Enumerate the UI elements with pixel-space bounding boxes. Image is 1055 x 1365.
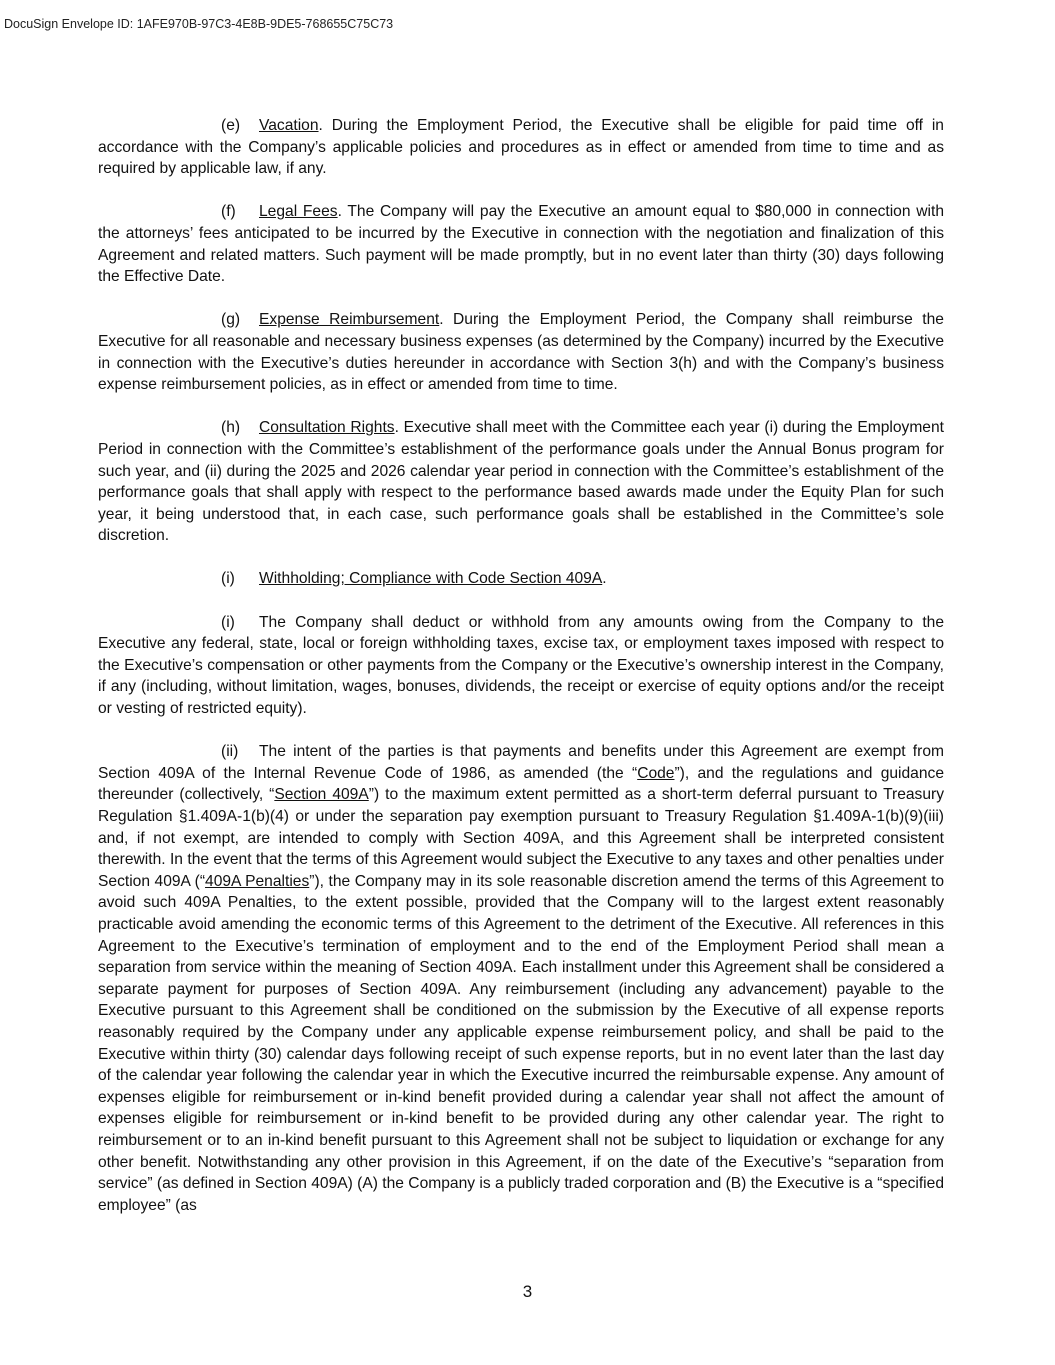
section-f bbox=[98, 201, 944, 287]
subsection-i-1 bbox=[98, 612, 944, 720]
section-g bbox=[98, 309, 944, 395]
section-marker: (i) bbox=[221, 570, 235, 588]
subsection-text: ”) to the maximum extent permitted as a short-term deferral pursuant to Treasury Regulation §1.409A-1(b)(4) or under the separation pay exemption pursuant to Treasury Regulation §1.409A-1(b)(9)(iii) and, if not exempt, are intended to comply with Section 409A, and this Agreement shall be interpreted consistent therewith. In the event that the terms of this Agreement would subject the Executive to any taxes and other penalties under Section 409A (“ bbox=[98, 786, 945, 890]
section-heading: Expense Reimbursement bbox=[259, 311, 440, 329]
subsection-text: ”), the Company may in its sole reasonable discretion amend the terms of this Agreement to avoid such 409A Penalties, to the extent possible, provided that the Company will to the largest extent reasonably practicable avoid amending the economic terms of this Agreement to the detriment of the Executive. All references in this Agreement to the Executive’s termination of employment and to the end of the Employment Period shall mean a separation from service within the meaning of Section 409A. Each installment under this Agreement shall be considered a separate payment for purposes of Section 409A. Any reimbursement (including any advancement) payable to the Executive pursuant to this Agreement shall be conditioned on the submission by the Executive of all expense reports reasonably required by the Company under any applicable expense reimbursement policy, and shall be paid to the Executive within thirty (30) calendar days following receipt of such expense reports, but in no event later than the last day of the calendar year following the calendar year in which the Executive incurred the reimbursable expense. Any amount of expenses eligible for reimbursement or in-kind benefit provided during a calendar year shall not affect the amount of expenses eligible for reimbursement or in-kind benefit to be provided during any other calendar year. The right to reimbursement or to an in-kind benefit pursuant to this Agreement shall not be subject to liquidation or exchange for any other benefit. Notwithstanding any other provision in this Agreement, if on the date of the Executive’s “separation from service” (as defined in Section 409A) (A) the Company is a publicly traded corporation and (B) the Executive is a “specified employee” (as bbox=[98, 872, 944, 1214]
section-marker: (h) bbox=[221, 419, 241, 437]
defined-term-section-409a: Section 409A bbox=[274, 786, 369, 804]
subsection-text: The Company shall deduct or withhold from any amounts owing from the Company to the Executive any federal, state, local or foreign withholding taxes, excise tax, or employment taxes imposed with respect to the Executive’s compensation or other payments from the Company or the Executive’s ownership interest in the Company, if any (including, without limitation, wages, bonuses, dividends, the receipt or exercise of equity options and/or the receipt or vesting of restricted equity). bbox=[98, 613, 944, 718]
subsection-marker: (ii) bbox=[221, 743, 239, 761]
section-e bbox=[98, 115, 944, 180]
section-h bbox=[98, 417, 944, 547]
section-text: . The Company will pay the Executive an amount equal to $80,000 in connection with the attorneys’ fees anticipated to be incurred by the Executive in connection with the negotiation and finalization of this Agreement and related matters. Such payment will be made promptly, but in no event later than thirty (30) days following the Effective Date. bbox=[98, 203, 944, 286]
page-number: 3 bbox=[522, 1282, 533, 1301]
section-heading: Legal Fees bbox=[259, 203, 338, 221]
document-body bbox=[98, 115, 944, 1238]
subsection-marker: (i) bbox=[221, 613, 235, 631]
defined-term-code: Code bbox=[637, 764, 675, 782]
section-marker: (g) bbox=[221, 311, 241, 329]
subsection-text: The intent of the parties is that payments and benefits under this Agreement are exempt from Section 409A of the Internal Revenue Code of 1986, as amended (the “ bbox=[98, 743, 944, 782]
section-heading: Consultation Rights bbox=[259, 419, 395, 437]
defined-term-409a-penalties: 409A Penalties bbox=[205, 872, 310, 890]
subsection-text: ”), and the regulations and guidance thereunder (collectively, “ bbox=[98, 764, 944, 804]
section-text: . During the Employment Period, the Executive shall be eligible for paid time off in accordance with the Company’s applicable policies and procedures as in effect or amended from time to time and as required by applicable law, if any. bbox=[98, 117, 944, 178]
section-heading: Vacation bbox=[259, 117, 319, 134]
section-heading: Withholding; Compliance with Code Section 409A bbox=[259, 570, 603, 588]
section-text: . bbox=[602, 570, 607, 588]
subsection-i-2 bbox=[98, 741, 944, 1216]
section-marker: (e) bbox=[221, 117, 241, 134]
section-text: . During the Employment Period, the Company shall reimburse the Executive for all reasonable and necessary business expenses (as determined by the Company) incurred by the Executive in connection with the Executive’s duties hereunder in accordance with Section 3(h) and with the Company’s business expense reimbursement policies, as in effect or amended from time to time. bbox=[98, 311, 944, 394]
section-text: . Executive shall meet with the Committee each year (i) during the Employment Period in connection with the Committee’s establishment of the performance goals under the Annual Bonus program for such year, and (ii) during the 2025 and 2026 calendar year period in connection with the Committee’s establishment of the performance goals that shall apply with respect to the performance based awards made under the Equity Plan for such year, it being understood that, in each case, such performance goals shall be established in the Committee’s sole discretion. bbox=[98, 419, 944, 545]
docusign-envelope-id: DocuSign Envelope ID: 1AFE970B-97C3-4E8B-9DE5-768655C75C73 bbox=[4, 17, 394, 31]
section-i bbox=[98, 568, 944, 590]
section-marker: (f) bbox=[221, 203, 236, 221]
